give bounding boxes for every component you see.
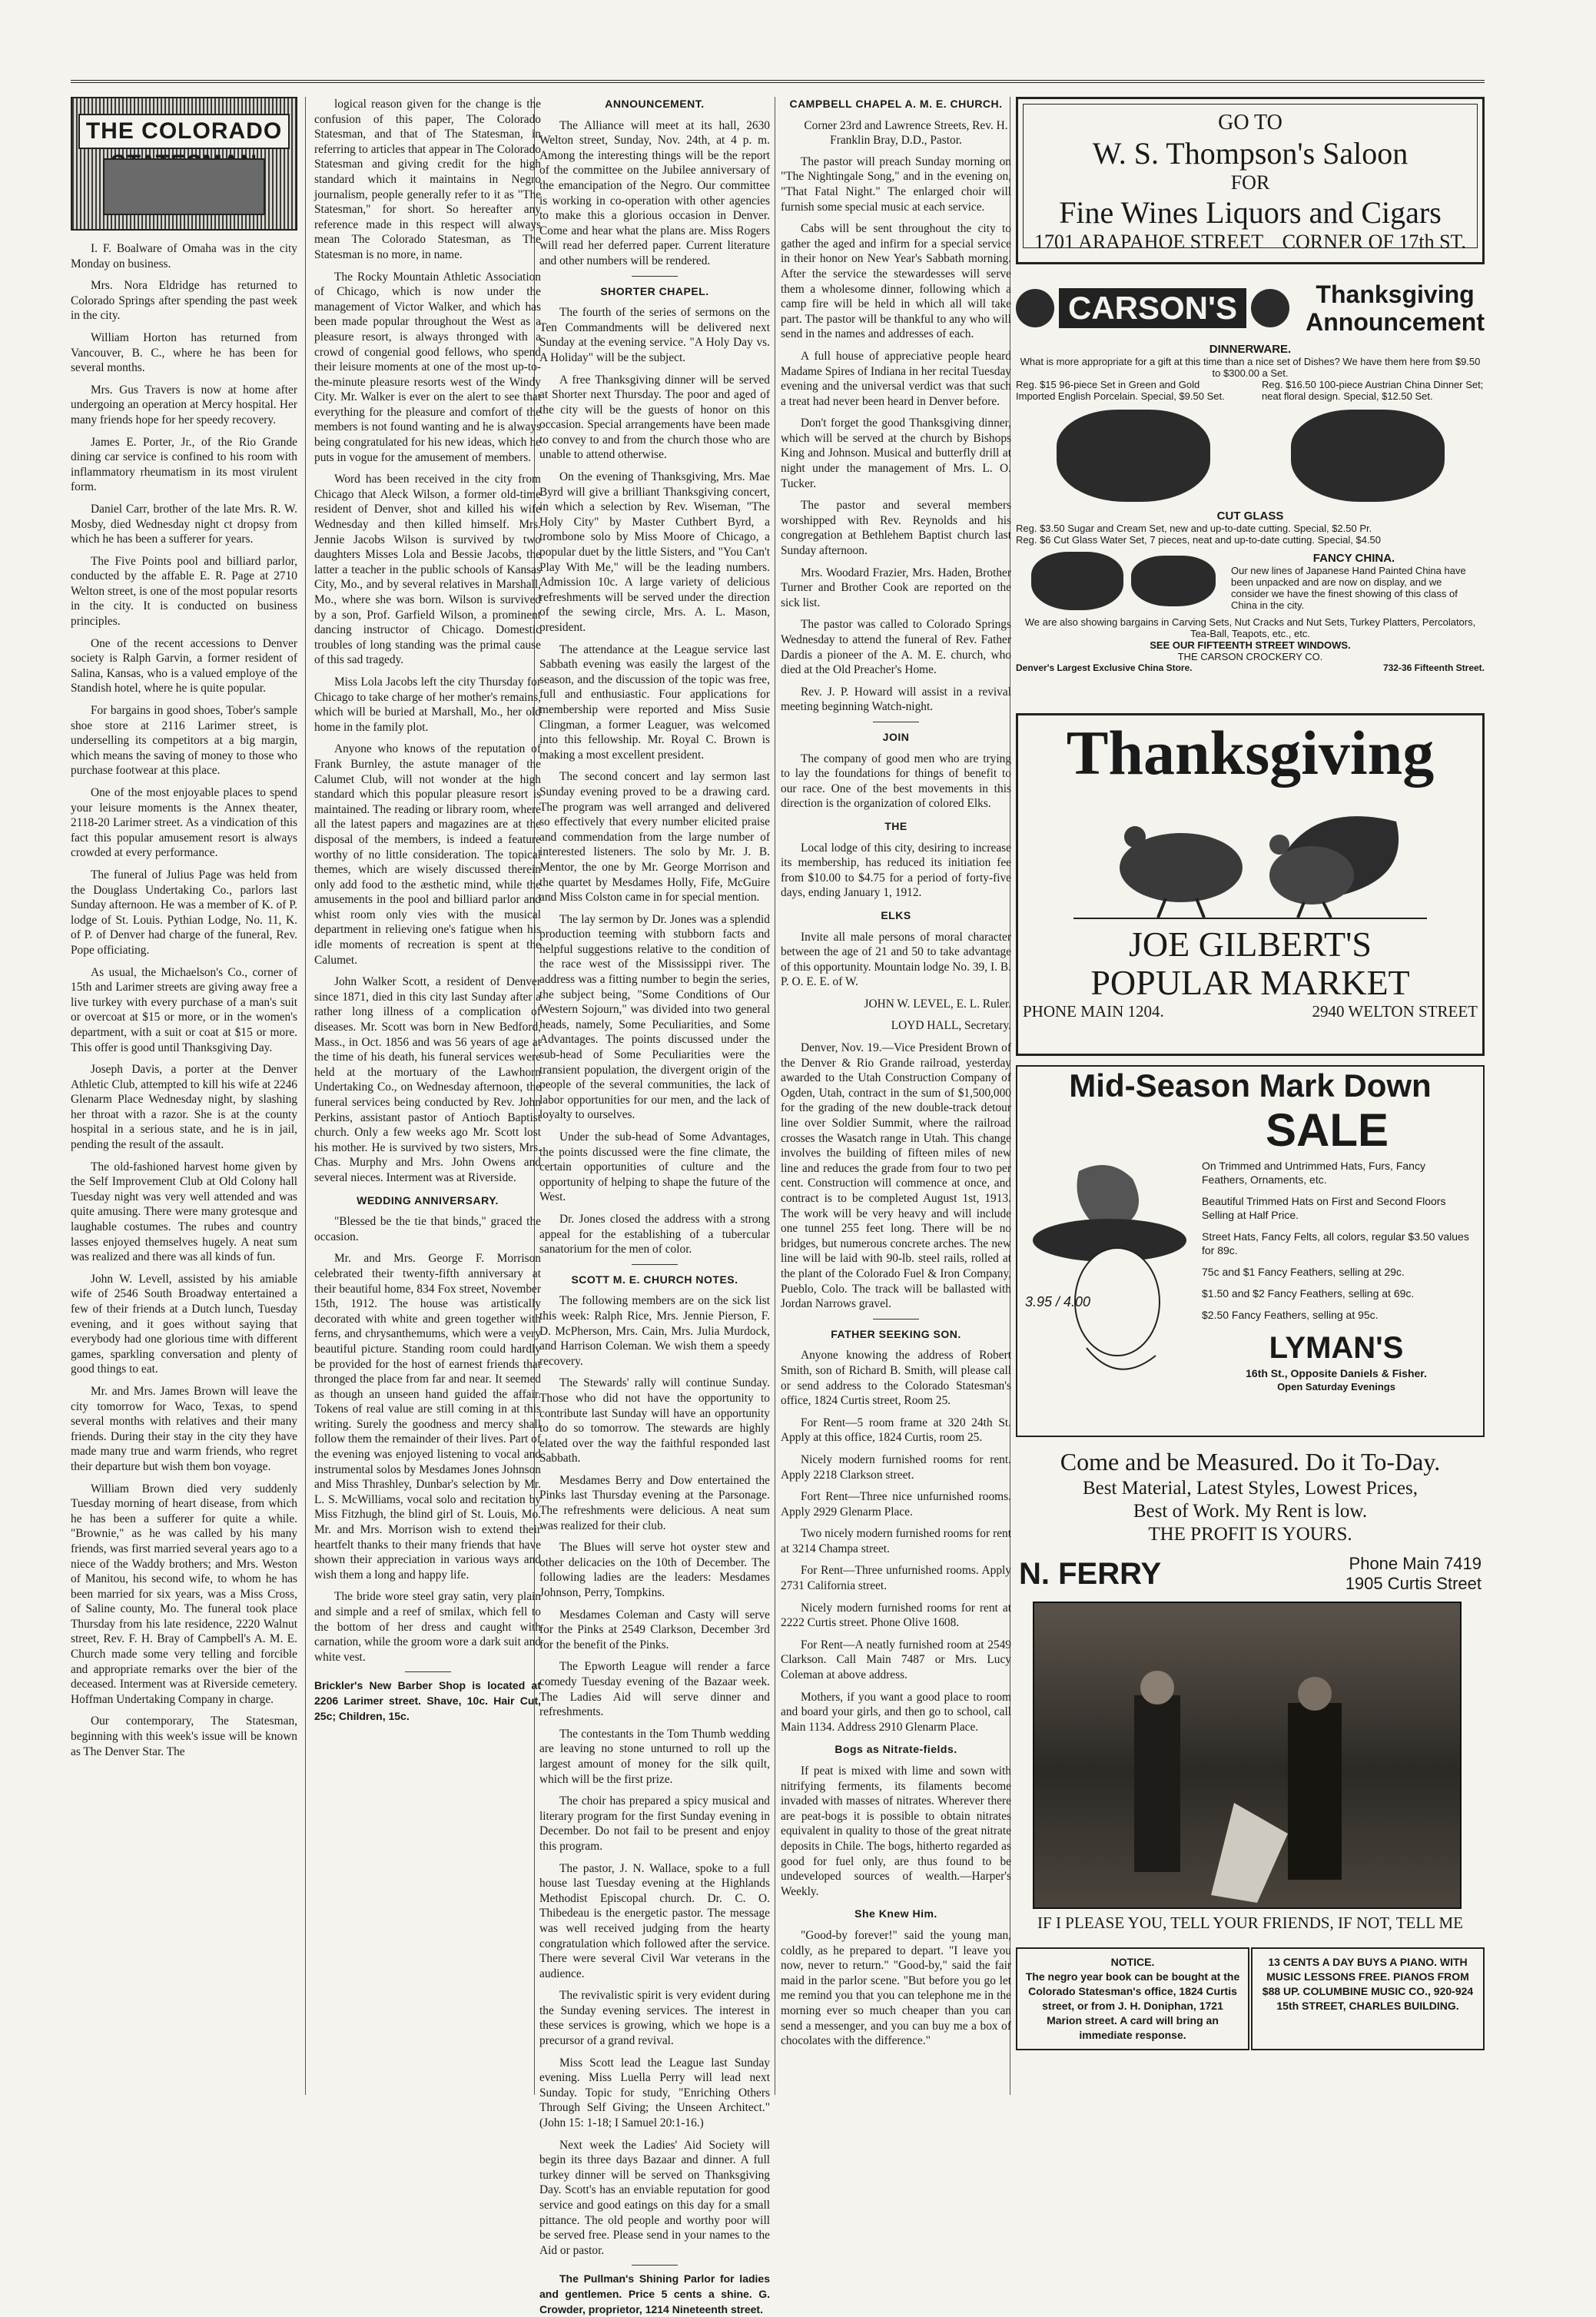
ferry-tagline-2: Best of Work. My Rent is low. bbox=[1133, 1501, 1368, 1522]
paragraph: The contestants in the Tom Thumb wedding are leaving no stone unturned to roll up the largest amount of money for the silk quilt, which will be the first prize. bbox=[539, 1727, 770, 1786]
advertisement-column bbox=[1016, 97, 1485, 2126]
lymans-line-3: Street Hats, Fancy Felts, all colors, regular $3.50 values for 89c. bbox=[1202, 1230, 1469, 1256]
pullman-notice: The Pullman's Shining Parlor for ladies and gentlemen. Price 5 cents a shine. G. Crowder, proprietor, 1214 Nineteenth street. bbox=[539, 2272, 770, 2315]
lymans-heading-1: Mid-Season Mark Down bbox=[1069, 1067, 1432, 1104]
paragraph: John W. Levell, assisted by his amiable wife of 2546 South Broadway entertained a few of their friends at a Dutch lunch, Tuesday evening, and it goes without saying that everybody had one glorious time with different games, sparkling conversation and plenty of good things to eat. bbox=[71, 1272, 297, 1376]
join-text: The company of good men who are trying to lay the foundations for things of benefit to our race. One of the best movements in this direction is the organization of colored Elks. bbox=[781, 752, 1011, 811]
masthead-title: THE COLORADO bbox=[78, 114, 290, 149]
paragraph: Rev. J. P. Howard will assist in a revival meeting beginning Watch-night. bbox=[781, 685, 1011, 714]
lymans-line-1: On Trimmed and Untrimmed Hats, Furs, Fancy Feathers, Ornaments, etc. bbox=[1202, 1160, 1425, 1186]
tailor-shop-photo bbox=[1033, 1602, 1462, 1909]
lymans-name: LYMAN'S bbox=[1269, 1331, 1404, 1365]
paragraph: James E. Porter, Jr., of the Rio Grande dining car service is confined to his room with inflammatory rheumatism in its most virulent form. bbox=[71, 435, 297, 494]
ad-go-to: GO TO bbox=[1218, 111, 1282, 134]
paragraph: The Epworth League will render a farce comedy Tuesday evening of the Bazaar week. The Ladies Aid will serve dinner and refreshments. bbox=[539, 1660, 770, 1719]
paragraph: For Rent—5 room frame at 320 24th St. Apply at this office, 1824 Curtis, room 25. bbox=[781, 1416, 1011, 1445]
paragraph: Under the sub-head of Some Advantages, the points discussed were the fine climate, the certain opportunities of culture and the opportunity of helping to shape the future of the West. bbox=[539, 1130, 770, 1204]
lymans-address: 16th St., Opposite Daniels & Fisher. bbox=[1246, 1367, 1427, 1379]
paragraph: The pastor will preach Sunday morning on "The Nightingale Song," and in the evening on, "That Fatal Night." The enlarged choir will furnish some special music at each service. bbox=[781, 154, 1011, 214]
elks-signature-1: JOHN W. LEVEL, E. L. Ruler. bbox=[864, 997, 1011, 1011]
teapot-icon bbox=[1016, 289, 1054, 327]
newspaper-page bbox=[71, 80, 1485, 2315]
paragraph: The revivalistic spirit is very evident during the Sunday evening services. The interest in these services is growing, which we hope is a precursor of a grand revival. bbox=[539, 1989, 770, 2048]
father-seeking-son-text: Anyone knowing the address of Robert Smith, son of Richard B. Smith, will please call or send address to the Colorado Statesman's office, 1824 Curtis street, Room 25. bbox=[781, 1349, 1011, 1408]
scott-church-notes bbox=[539, 1293, 770, 2258]
carsons-tagline: Denver's Largest Exclusive China Store. bbox=[1016, 662, 1193, 673]
lymans-ad bbox=[1016, 1065, 1485, 1437]
paragraph: Two nicely modern furnished rooms for rent at 3214 Champa street. bbox=[781, 1527, 1011, 1555]
paragraph: The fourth of the series of sermons on the Ten Commandments will be delivered next Sunday at the evening service. "A Holy Day vs. A Holiday" will be the subject. bbox=[539, 306, 770, 364]
paragraph: "Blessed be the tie that binds," graced the occasion. bbox=[314, 1215, 541, 1243]
paragraph: For bargains in good shoes, Tober's sample shoe store at 2116 Larimer street, is underselling its competitors at a big margin, which means the saving of money to those who purchase footwear at this place. bbox=[71, 704, 297, 778]
campbell-chapel-heading: CAMPBELL CHAPEL A. M. E. CHURCH. bbox=[789, 98, 1003, 110]
paragraph: Mrs. Nora Eldridge has returned to Colorado Springs after spending the past week in the city. bbox=[71, 279, 297, 323]
ferry-address: 1905 Curtis Street bbox=[1345, 1574, 1482, 1593]
masthead-illustration bbox=[103, 158, 265, 215]
cut-glass-offer-2: Reg. $6 Cut Glass Water Set, 7 pieces, neat and up-to-date cutting. Special, $4.50 bbox=[1016, 534, 1382, 546]
railroad-article: Denver, Nov. 19.—Vice President Brown of the Denver & Rio Grande railroad, yesterday awarded to the Utah Construction Company of Ogden, Utah, contract in the sum of $1,500,000 for the grading of the new double-track detour line over Soldier Summit, where the railroad crosses the Wasatch range in Utah. This change involves the building of fifteen miles of new line and reduces the grade from four to two per cent. Construction will commence at once, and contract is to be completed August 1st, 1913. The work will be very heavy and will include one tunnel 255 feet long. There will be no bridges, but numerous concrete arches. The new line will be laid with 90-lb. steel rails, rolled at the plant of the Colorado Fuel & Iron Company, Pueblo, Colo. The track will be ballasted with Jordan Narrows gravel. bbox=[781, 1041, 1011, 1311]
sugar-bowl-image-small bbox=[1131, 556, 1216, 606]
lymans-line-4: 75c and $1 Fancy Feathers, selling at 29c. bbox=[1202, 1266, 1405, 1278]
carsons-company: THE CARSON CROCKERY CO. bbox=[1177, 651, 1323, 662]
campbell-chapel-notes bbox=[781, 154, 1011, 715]
shorter-chapel-heading: SHORTER CHAPEL. bbox=[600, 284, 709, 297]
paragraph: Mrs. Woodard Frazier, Mrs. Haden, Brother Turner and Brother Cook are reported on the sick list. bbox=[781, 566, 1011, 609]
hat-lady-illustration bbox=[1017, 1156, 1202, 1386]
announcement-text: The Alliance will meet at its hall, 2630 Welton street, Sunday, Nov. 24th, at 4 p. m. Among the interesting things will be the report of the committee on the Jubilee anniversary of the emancipation of the Negro. Our committee is working in co-operation with other agencies to make this a glorious occasion in Denver. Come and hear what the plans are. Miss Rogers will read her deferred paper. Current literature and other numbers will be rendered. bbox=[539, 118, 770, 267]
column-rule bbox=[305, 97, 306, 2095]
carsons-address: 732-36 Fifteenth Street. bbox=[1382, 662, 1485, 673]
local-news bbox=[71, 241, 297, 1759]
lymans-line-5: $1.50 and $2 Fancy Feathers, selling at 69c. bbox=[1202, 1287, 1415, 1300]
paragraph: The pastor, J. N. Wallace, spoke to a full house last Tuesday evening at the Highlands Methodist Episcopal church. Dr. C. O. Thibedeau is the energetic pastor. The message was well received judging from the hearty congratulation which followed after the service. There were several Civil War veterans in the audience. bbox=[539, 1861, 770, 1980]
paragraph: One of the recent accessions to Denver society is Ralph Garvin, a former resident of Salina, Kansas, who is a valued employe of the Standish hotel, where he is quite popular. bbox=[71, 636, 297, 695]
paragraph: The following members are on the sick list this week: Ralph Rice, Mrs. Jennie Pierson, F. D. McPherson, Mrs. Cain, Mrs. Julia Murdock, and Harrison Coleman. We wish them a speedy recovery. bbox=[539, 1294, 770, 1368]
paragraph: Anyone who knows of the reputation of Frank Burnley, the astute manager of the Calumet Club, will not wonder at the high standard which this popular pleasure resort is maintained. The reading or library room, where all the latest papers and magazines are at the disposal of the members, is indeed a feature worthy of no little consideration. The topical themes, which are wisely discussed therein only add food to the æsthetic mind, while the amusements in the pool and billiard parlor and whist room only vies with the musical department in relieving one's fatigue when his idle moments of recreation is spent at the Calumet. bbox=[314, 742, 541, 967]
wedding-article bbox=[314, 1214, 541, 1665]
paragraph: logical reason given for the change is the confusion of this paper, The Colorado Statesman, and that of The Statesman, in referring to articles that appear in The Colorado Statesman and giving credit for the high standard which it maintains in Negro journalism, people generally refer to it as "The Statesman," for short. So hereafter any reference made in this respect will always mean The Colorado Statesman, as The Statesman is no more, in name. bbox=[314, 98, 541, 261]
paragraph: The Stewards' rally will continue Sunday. Those who did not have the opportunity to contribute last Sunday will have an opportunity to do so tomorrow. The stewards are highly elated over the way the faithful responded last Sabbath. bbox=[539, 1376, 770, 1466]
paragraph: Cabs will be sent throughout the city to gather the aged and infirm for a special service in their honor on New Year's Sabbath morning. After the service the stewardesses will serve them a wholesome dinner, following which a camp fire will be held in which all will take part. The pastor will be thankful to any who will send in the names and addresses of each. bbox=[781, 222, 1011, 341]
paragraph: William Brown died very suddenly Tuesday morning of heart disease, from which he has been a sufferer for quite a while. "Brownie," as he was called by his many friends, was first married several years ago to a niece of the Waddy brothers; and Mrs. Weston of Manitou, his second wife, to whom he has been married for six years, was a Miss Cross, of Saline county, Mo. The funeral took place Thursday from his late residence, 2220 Walnut street, Rev. F. H. Bray of Campbell's A. M. E. Church made some very telling and forcible and appropriate remarks over the bier of the deceased. Interment was at Riverside cemetery. Hoffman Undertaking Company in charge. bbox=[71, 1482, 297, 1706]
paragraph: The Blues will serve hot oyster stew and other delicacies on the 10th of December. The following ladies are the leaders: Mesdames Johnson, Perry, Tompkins. bbox=[539, 1541, 770, 1600]
dinnerware-intro: What is more appropriate for a gift at this time than a nice set of Dishes? We have them here from $9.50 to $300.00 a Set. bbox=[1020, 356, 1481, 379]
paragraph: Daniel Carr, brother of the late Mrs. R. W. Mosby, died Wednesday night ct dropsy from which he has been a sufferer for years. bbox=[71, 502, 297, 546]
sugar-bowl-image bbox=[1057, 410, 1210, 502]
paragraph: Mrs. Gus Travers is now at home after undergoing an operation at Mercy hospital. Her many friends hope for her speedy recovery. bbox=[71, 383, 297, 427]
paragraph: Nicely modern furnished rooms for rent at 2222 Curtis street. Phone Olive 1608. bbox=[781, 1601, 1011, 1630]
gilbert-market-ad bbox=[1016, 713, 1485, 1056]
barber-notice: Brickler's New Barber Shop is located at 2206 Larimer street. Shave, 10c. Hair Cut, 25c; Children, 15c. bbox=[314, 1679, 541, 1722]
shorter-chapel-notes bbox=[539, 305, 770, 1257]
lymans-hours: Open Saturday Evenings bbox=[1277, 1381, 1395, 1393]
gilbert-heading: Thanksgiving bbox=[1066, 718, 1435, 788]
paragraph: Mesdames Berry and Dow entertained the Pinks last Thursday evening at the Parsonage. The refreshments were delicious. A neat sum was realized for their club. bbox=[539, 1473, 770, 1532]
ad-saloon-name: W. S. Thompson's Saloon bbox=[1092, 136, 1409, 171]
paragraph: The pastor and several members worshipped with Rev. Reynolds and his congregation at Bethlehem Baptist church last Sunday afternoon. bbox=[781, 499, 1011, 558]
carsons-ad bbox=[1016, 274, 1485, 704]
paragraph: The choir has prepared a spicy musical and literary program for the first Sunday evening in December. Do not fail to be present and enjoy this program. bbox=[539, 1794, 770, 1853]
paragraph: Mothers, if you want a good place to room and board your girls, and then go to school, call Main 1134. Address 2910 Glenarm Place. bbox=[781, 1690, 1011, 1734]
paragraph: The Five Points pool and billiard parlor, conducted by the affable E. R. Page at 2710 Welton street, is one of the most popular resorts in the city. It is conducted on business principles. bbox=[71, 554, 297, 629]
dinnerware-heading: DINNERWARE. bbox=[1209, 343, 1292, 356]
scott-church-heading: SCOTT M. E. CHURCH NOTES. bbox=[571, 1273, 738, 1286]
cream-pitcher-image bbox=[1291, 410, 1445, 502]
elks-heading: ELKS bbox=[881, 908, 911, 921]
carsons-logo: CARSON'S bbox=[1059, 288, 1246, 328]
paragraph: Next week the Ladies' Aid Society will begin its three days Bazaar and dinner. A full turkey dinner will be served on Thanksgiving Day. Scott's has an enviable reputation for good service and good eatings on this day for a small pittance. The old people and worthy poor will be served free. Please send in your names to the Aid or pastor. bbox=[539, 2138, 770, 2257]
join-heading: JOIN bbox=[882, 730, 910, 743]
paragraph: Mr. and Mrs. George F. Morrison celebrated their twenty-fifth anniversary at their beautiful home, 834 Fox street, November 15th, 1912. The house was artistically decorated with white and green together with ferns, and chrysanthemums, which were a very beautiful picture. Standing room could hardly be provided for the host of earnest friends that thronged the place from far and near. It seemed as though an unseen hand guided the affair. Tokens of real value are still coming in at this writing. Surely the goodness and mercy shall follow them the remainder of their lives. Part of the evening was enjoyed listening to vocal and instrumental solos by Mesdames Jones Johnson and Miss Thrashley, Dunbar's selection by Mr. L. S. McWilliams, vocal solo and recitation by Miss Fitzhugh, the blind girl of St. Louis, Mo. Mr. and Mrs. Morrison wish to extend their heartfelt thanks to their many friends that have shown their appreciation in various ways and wish them a long and happy life. bbox=[314, 1252, 541, 1582]
notice-text: The negro year book can be bought at the Colorado Statesman's office, 1824 Curtis street, or from J. H. Doniphan, 1721 Marion street. A card will bring an immediate response. bbox=[1025, 1970, 1240, 2041]
paragraph: One of the most enjoyable places to spend your leisure moments is the Annex theater, 2118-20 Larimer street. As a vindication of this fact this popular amusement resort is always crowded at every performance. bbox=[71, 786, 297, 860]
divider bbox=[632, 276, 678, 277]
piano-ad bbox=[1251, 1947, 1485, 2050]
the-heading: THE bbox=[884, 819, 907, 832]
paragraph: Dr. Jones closed the address with a strong appeal for the establishing of a tubercular sanatorium for the men of color. bbox=[539, 1212, 770, 1256]
announcement-heading: ANNOUNCEMENT. bbox=[605, 98, 705, 110]
carsons-heading-2: Announcement bbox=[1306, 308, 1485, 336]
piano-text: 13 CENTS A DAY BUYS A PIANO. WITH MUSIC LESSONS FREE. PIANOS FROM $88 UP. COLUMBINE MUSIC CO., 920-924 15th STREET, CHARLES BUILDING. bbox=[1262, 1956, 1474, 2012]
fancy-china-text: Our new lines of Japanese Hand Painted China have been unpacked and are now on display, and we consider we have the finest showing of this class of China in the city. bbox=[1231, 564, 1466, 611]
paragraph: Mesdames Coleman and Casty will serve for the Pinks at 2549 Clarkson, December 3rd for the benefit of the Pinks. bbox=[539, 1608, 770, 1651]
ferry-caption: IF I PLEASE YOU, TELL YOUR FRIENDS, IF NOT, TELL ME bbox=[1037, 1914, 1463, 1932]
column-1 bbox=[71, 97, 297, 2095]
campbell-chapel-sub: Corner 23rd and Lawrence Streets, Rev. H. Franklin Bray, D.D., Pastor. bbox=[804, 118, 1008, 148]
paragraph: The lay sermon by Dr. Jones was a splendid production teeming with stubborn facts and helpful suggestions relative to the condition of the race west of the Mississippi river. The address was a fitting number to begin the series, the subject being, "Some Conditions of Our Western Sojourn," was divided into two general heads, namely, Some Peculiarities, and Some Advantages. The points discussed under the sub-head of Some Peculiarities were the transient population, the divergent origin of the people of the several communities, the lack of labor opportunities for our men, and the lack of loyalty to ourselves. bbox=[539, 912, 770, 1122]
thompson-saloon-ad bbox=[1016, 97, 1485, 264]
carsons-heading-1: Thanksgiving bbox=[1316, 280, 1475, 308]
paragraph: Mr. and Mrs. James Brown will leave the city tomorrow for Waco, Texas, to spend several months with relatives and their many friends. During their stay in the city they have made many true and warm friends, who regret their departure but wish them bon voyage. bbox=[71, 1384, 297, 1473]
notice-ad bbox=[1016, 1947, 1249, 2050]
paragraph: Word has been received in the city from Chicago that Aleck Wilson, a former old-time resident of Denver, shot and killed his wife Wednesday and then killed himself. Mrs. Jennie Jacobs Wilson is survived by two daughters Misses Lola and Bessie Jacobs, the latter a teacher in the public schools of Kansas City, Mo., and by several relatives in Marshall, Mo., where she was born. Wilson is survived by a son, Prof. Garfield Wilson, a prominent dancing instructor of Chicago. Domestic troubles of long standing was the primal cause of this sad tragedy. bbox=[314, 473, 541, 667]
paragraph: A full house of appreciative people heard Madame Spires of Indiana in her recital Tuesday evening and the universal verdict was that such a treat had never been heard in Denver before. bbox=[781, 349, 1011, 408]
gilbert-name: JOE GILBERT'S bbox=[1128, 924, 1372, 964]
ad-address: 1701 ARAPAHOE STREET bbox=[1034, 231, 1264, 253]
paragraph: Fort Rent—Three nice unfurnished rooms. Apply 2929 Glenarm Place. bbox=[781, 1490, 1011, 1519]
cut-glass-heading: CUT GLASS bbox=[1216, 510, 1284, 523]
paragraph: Miss Scott lead the League last Sunday evening. Miss Luella Perry will lead next Sunday. Topic for study, "Enriching Others Through Self Giving; the Unseen Architect." (John 15: 1-18; I Samuel 20:1-16.) bbox=[539, 2056, 770, 2130]
ad-corner: CORNER OF 17th ST. bbox=[1282, 231, 1466, 253]
gilbert-phone: PHONE MAIN 1204. bbox=[1023, 1002, 1164, 1021]
lymans-line-2: Beautiful Trimmed Hats on First and Second Floors Selling at Half Price. bbox=[1202, 1195, 1446, 1221]
paragraph: On the evening of Thanksgiving, Mrs. Mae Byrd will give a brilliant Thanksgiving concert, in which a selection by Rev. Wiseman, "The Holy City" by Master Cuthbert Byrd, a trombone solo by Miss Moore of Chicago, a popular duet by the little Sisters, and "You Can't Play With Me," will be the leading numbers. Admission 10c. A large variety of delicious refreshments will be served under the direction of the sewing circle, Mrs. A. L. Mason, president. bbox=[539, 470, 770, 634]
elks-text: Invite all male persons of moral character between the age of 21 and 50 to take advantage of this opportunity. Mountain lodge No. 39, I. B. P. O. E. E. of W. bbox=[781, 930, 1011, 989]
gilbert-market: POPULAR MARKET bbox=[1090, 963, 1410, 1002]
paragraph: A free Thanksgiving dinner will be served at Shorter next Thursday. The poor and aged of the city will be the guests of honor on this occasion. Special arrangements have been made to convey to and from the church those who are unable to attend otherwise. bbox=[539, 373, 770, 462]
paragraph: For Rent—A neatly furnished room at 2549 Clarkson. Call Main 7487 or Mrs. Lucy Coleman at above address. bbox=[781, 1638, 1011, 1682]
ferry-phone: Phone Main 7419 bbox=[1349, 1554, 1482, 1573]
she-knew-him-heading: She Knew Him. bbox=[854, 1907, 937, 1920]
paragraph: Our contemporary, The Statesman, beginning with this week's issue will be known as The Denver Star. The bbox=[71, 1715, 297, 1758]
paragraph: William Horton has returned from Vancouver, B. C., where he has been for several months. bbox=[71, 330, 297, 375]
classified-ads bbox=[781, 1416, 1011, 1735]
divider bbox=[405, 1671, 451, 1672]
paragraph: Don't forget the good Thanksgiving dinner, which will be served at the church by Bishops King and Johnson. Musical and butterfly drill at night under the management of Mrs. L. O. Tucker. bbox=[781, 417, 1011, 490]
column-3 bbox=[539, 97, 770, 2315]
divider bbox=[632, 2265, 678, 2266]
ferry-tailor-ad bbox=[1016, 1446, 1485, 1938]
paragraph: I. F. Boalware of Omaha was in the city Monday on business. bbox=[71, 242, 297, 271]
fancy-china-heading: FANCY CHINA. bbox=[1312, 551, 1395, 565]
paragraph: The second concert and lay sermon last Sunday evening proved to be a drawing card. The program was well arranged and delivered so effectively that every number elicited praise and commendation from the large number of interested listeners. The solo by Mr. J. B. Mentor, the one by Mr. George Morrison and the quartet by Mesdames Holly, Fife, McGuire and Miss Colston came in for special mention. bbox=[539, 770, 770, 905]
dinnerware-offer-left: Reg. $15 96-piece Set in Green and Gold Imported English Porcelain. Special, $9.50 Set. bbox=[1016, 379, 1225, 402]
paragraph: Nicely modern furnished rooms for rent. Apply 2218 Clarkson street. bbox=[781, 1452, 1011, 1482]
she-knew-him-text: "Good-by forever!" said the young man, coldly, as he prepared to depart. "I leave you now, never to return." "Good-by," said the fair maid in the parlor scene. "But before you go let me remind you that you can telephone me in the morning ever so much cheaper than you can send a messenger, and you can buy me a box of chocolates with the difference." bbox=[781, 1928, 1011, 2048]
father-seeking-son-heading: FATHER SEEKING SON. bbox=[831, 1327, 961, 1340]
paragraph: As usual, the Michaelson's Co., corner of 15th and Larimer streets are giving away free a live turkey with every purchase of a man's suit or overcoat at $15 or more, or in the women's department, with a suit or coat at $15 or more. This offer is good until Thanksgiving Day. bbox=[71, 965, 297, 1054]
wedding-heading: WEDDING ANNIVERSARY. bbox=[357, 1193, 499, 1207]
ad-for: FOR bbox=[1230, 171, 1270, 194]
sugar-bowl-icon bbox=[1251, 289, 1289, 327]
bogs-heading: Bogs as Nitrate-fields. bbox=[834, 1743, 957, 1756]
paragraph: The pastor was called to Colorado Springs Wednesday to attend the funeral of Rev. Father Dardis a pioneer of the A. M. E. church, who died at the Old Preacher's Home. bbox=[781, 618, 1011, 677]
paragraph: John Walker Scott, a resident of Denver since 1871, died in this city last Sunday after a rather long illness of a complication of diseases. Mr. Scott was born in New Bedford, Mass., in Oct. 1856 and was 56 years of age at the time of his death, his funeral services were held at the mortuary of the Lawhorn Undertaking Co., on Wednesday afternoon, the funeral services being conducted by Rev. John Perkins, assistant pastor of Antioch Baptist church. Only a few weeks ago Mr. Scott lost his mother. He is survived by two sisters, Mrs. Chas. Murphy and Mrs. John Owens and several nieces. Interment was at Riverside. bbox=[314, 975, 541, 1184]
turkeys-illustration bbox=[1073, 791, 1427, 921]
ad-wines: Fine Wines Liquors and Cigars bbox=[1059, 195, 1442, 230]
bogs-text: If peat is mixed with lime and sown with nitrifying ferments, its filaments become invaded with masses of nitrates. Wherever there are peat-bogs it is possible to obtain nitrates equivalent in quality to those of the great nitrate deposits in Chile. The bogs, hitherto regarded as good for fuel only, are thus found to be undeveloped sources of wealth.—Harper's Weekly. bbox=[781, 1764, 1011, 1898]
column-2-articles bbox=[314, 97, 541, 1186]
carsons-also: We are also showing bargains in Carving Sets, Nut Cracks and Nut Sets, Turkey Platters, Percolators, Tea-Ball, Teapots, etc., etc. bbox=[1024, 616, 1476, 639]
paragraph: The bride wore steel gray satin, very plain and simple and a reef of smilax, which fell to the bottom of her dress and caught with carnation, while the groom wore a dark suit and white vest. bbox=[314, 1590, 541, 1664]
divider bbox=[632, 1264, 678, 1265]
the-text: Local lodge of this city, desiring to increase its membership, has reduced its initiation fee from $10.00 to $4.75 for a period of forty-five days, ending January 1, 1912. bbox=[781, 841, 1011, 900]
price-tag: 3.95 / 4.00 bbox=[1025, 1294, 1091, 1310]
paragraph: Joseph Davis, a porter at the Denver Athletic Club, attempted to kill his wife at 2246 Glenarm Place Wednesday night, by slashing her throat with a razor. She is at the county hospital in a serious state, and he is in jail, pending the result of the assault. bbox=[71, 1063, 297, 1152]
paragraph: Miss Lola Jacobs left the city Thursday for Chicago to take charge of her mother's remains, which will be buried at Marshall, Mo., her old home in the family plot. bbox=[314, 675, 541, 734]
gilbert-address: 2940 WELTON STREET bbox=[1312, 1002, 1478, 1021]
paragraph: The funeral of Julius Page was held from the Douglass Undertaking Co., parlors last Sunday afternoon. He was a member of K. of P. lodge of St. Louis. Pythian Lodge, No. 11, K. of P. of Denver had charge of the funeral, Rev. Pope officiating. bbox=[71, 868, 297, 957]
notice-heading: NOTICE. bbox=[1110, 1956, 1155, 1968]
paragraph: For Rent—Three unfurnished rooms. Apply 2731 California street. bbox=[781, 1564, 1011, 1593]
ferry-tagline-1: Best Material, Latest Styles, Lowest Prices, bbox=[1082, 1478, 1418, 1499]
column-2 bbox=[314, 97, 541, 2095]
masthead bbox=[71, 97, 297, 231]
ferry-headline: Come and be Measured. Do it To-Day. bbox=[1060, 1448, 1441, 1476]
paragraph: The old-fashioned harvest home given by the Self Improvement Club at Old Colony hall Tuesday night was very well attended and was quite amusing. There were many grotesque and laughable costumes. The rubes and country lasses enjoyed themselves hugely. A neat sum was realized and there was all kinds of fun. bbox=[71, 1160, 297, 1264]
cut-glass-offer-1: Reg. $3.50 Sugar and Cream Set, new and up-to-date cutting. Special, $2.50 Pr. bbox=[1016, 523, 1372, 534]
elks-signature-2: LOYD HALL, Secretary. bbox=[891, 1019, 1011, 1033]
teapot-image bbox=[1031, 552, 1123, 610]
ferry-tagline-3: THE PROFIT IS YOURS. bbox=[1148, 1524, 1352, 1545]
column-4 bbox=[781, 97, 1011, 2095]
lymans-heading-2: SALE bbox=[1265, 1104, 1389, 1156]
carsons-windows: SEE OUR FIFTEENTH STREET WINDOWS. bbox=[1150, 639, 1351, 651]
dinnerware-offer-right: Reg. $16.50 100-piece Austrian China Dinner Set; neat floral design. Special, $12.50 Set. bbox=[1262, 379, 1484, 402]
ferry-name: N. FERRY bbox=[1019, 1556, 1162, 1591]
paragraph: The Rocky Mountain Athletic Association of Chicago, which is now under the management of Victor Walker, and which has been made popular throughout the West as a pleasure resort, is always thronged with a crowd of congenial good fellows, who spend their leisure moments at one of the most up-to-the-minute pleasure resorts west of the Windy City. Mr. Walker is ever on the alert to see that everything for the pleasure and comfort of the members is not found wanting and he is always being congratulated for his new ideas, which he puts in vogue for the amusement of members. bbox=[314, 270, 541, 464]
paragraph: The attendance at the League service last Sabbath evening was easily the largest of the season, and the discussion of the topic was free, full and enthusiastic. Four applications for membership were reported and Miss Susie Clingman, a former Leaguer, was welcomed into this fellowship. Mr. Royal C. Brown is making a most excellent president. bbox=[539, 642, 770, 762]
lymans-line-6: $2.50 Fancy Feathers, selling at 95c. bbox=[1202, 1309, 1379, 1321]
